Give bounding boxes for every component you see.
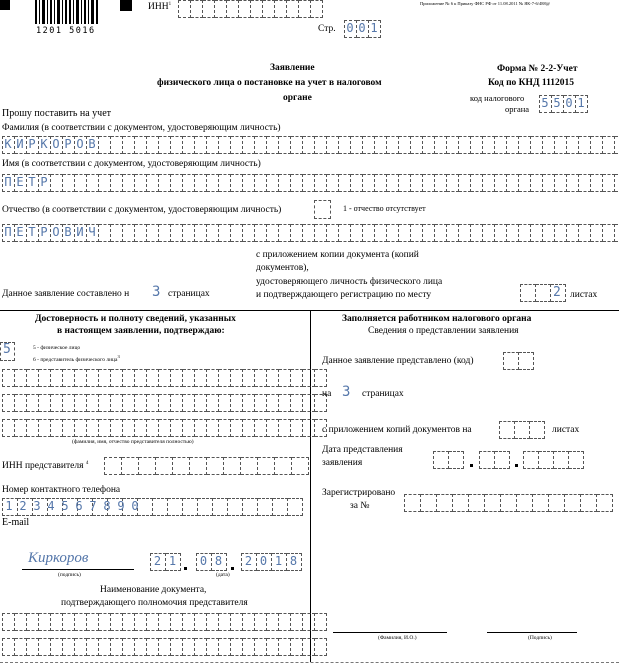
sheets-label: листах — [552, 425, 580, 435]
date-caption: (дата) — [216, 572, 230, 578]
option-6-text: 6 - представитель физического лица — [33, 356, 118, 363]
form-number: Форма № 2-2-Учет — [497, 64, 578, 74]
attach-line1: с приложением копии документа (копий — [256, 250, 419, 260]
option-6 — [33, 354, 120, 363]
barcode-bars — [35, 0, 101, 27]
registered-label2: за № — [350, 501, 370, 511]
inn-cells[interactable] — [178, 0, 323, 18]
date-dot2 — [231, 567, 234, 570]
inn-label — [148, 2, 171, 12]
inn-sup: 1 — [168, 2, 172, 7]
surname-label: Фамилия (в соответствии с документом, удостоверяющим личность) — [2, 123, 281, 133]
doc-name-row2[interactable] — [2, 638, 327, 656]
patronymic-absent-checkbox[interactable] — [314, 200, 331, 219]
barcode-number: 1201 5016 — [36, 26, 96, 36]
registered-cells[interactable] — [404, 494, 613, 512]
page-label: Стр. — [318, 24, 336, 34]
copies-label: с приложением копий документов на — [322, 425, 472, 435]
title-line3: органе — [283, 93, 312, 103]
inn-rep-label — [2, 461, 88, 471]
date-submitted-month[interactable] — [479, 451, 510, 469]
pages-suffix: страницах — [168, 289, 210, 299]
email-label: E-mail — [2, 517, 30, 528]
inn-rep-cells[interactable] — [104, 457, 309, 475]
inn-rep-sup: 4 — [85, 461, 89, 466]
attach-line2: документов), — [256, 263, 309, 273]
inn-rep-label-text: ИНН представителя — [2, 461, 84, 472]
rep-fio-caption: (фамилия, имя, отчество представителя полностью) — [72, 439, 194, 445]
title-line1: Заявление — [270, 63, 315, 73]
doc-name-line2: подтверждающего полномочия представителя — [61, 598, 248, 608]
on-pages-value: 3 — [342, 384, 351, 400]
signature-line — [22, 569, 134, 570]
title-line2: физического лица о постановке на учет в налоговом — [157, 78, 382, 88]
right-heading: Заполняется работником налогового органа — [342, 314, 532, 324]
date-dot1 — [184, 567, 187, 570]
date-submitted-dot1 — [470, 464, 473, 467]
tax-code-value: 5 5 0 1 — [541, 96, 585, 110]
attach-sheets-value: 2 — [553, 285, 561, 300]
rep-fio-row3[interactable] — [2, 419, 327, 437]
inn-label-text: ИНН — [148, 2, 169, 13]
corner-marker-right — [120, 0, 132, 11]
knd-code: Код по КНД 1112015 — [488, 78, 575, 88]
signer-type-value: 5 — [3, 342, 11, 357]
right-signature-caption: (Подпись) — [528, 635, 552, 641]
date-submitted-dot2 — [515, 464, 518, 467]
doc-name-row1[interactable] — [2, 613, 327, 631]
appendix-note: Приложение № 6 к Приказу ФНС РФ от 11.08.2011 № ЯК-7-6/488@ — [420, 1, 550, 6]
date-submitted-day[interactable] — [433, 451, 464, 469]
copies-cells[interactable] — [499, 421, 545, 439]
option-5: 5 - физическое лицо — [33, 345, 81, 351]
submitted-code-label: Данное заявление представлено (код) — [322, 356, 474, 366]
date-submitted-year[interactable] — [523, 451, 584, 469]
signature-value: Киркоров — [28, 550, 89, 566]
date-year-value: 2 0 1 8 — [244, 554, 298, 568]
left-heading1: Достоверность и полноту сведений, указанных — [35, 314, 236, 324]
submitted-code-cells[interactable] — [503, 352, 534, 370]
doc-name-line1: Наименование документа, — [100, 585, 207, 595]
right-fio-line — [333, 632, 447, 633]
request-text: Прошу поставить на учет — [2, 108, 112, 119]
pages-value: 3 — [152, 284, 161, 300]
right-fio-caption: (Фамилия, И.О.) — [378, 635, 417, 641]
left-heading2: в настоящем заявлении, подтверждаю: — [57, 326, 225, 336]
on-pages-label: страницах — [362, 389, 404, 399]
page-value: 0 0 1 — [346, 21, 378, 35]
rep-fio-row2[interactable] — [2, 394, 327, 412]
name-label: Имя (в соответствии с документом, удостоверяющим личность) — [2, 159, 261, 169]
attach-line4: и подтверждающего регистрацию по месту — [256, 290, 432, 300]
patronymic-label: Отчество (в соответствии с документом, удостоверяющим личность) — [2, 205, 282, 215]
on-label: на — [322, 389, 332, 399]
pages-prefix: Данное заявление составлено н — [2, 289, 130, 299]
right-subheading: Сведения о представлении заявления — [368, 326, 519, 336]
phone-label: Номер контактного телефона — [2, 485, 121, 495]
patronymic-absent-label: 1 - отчество отсутствует — [343, 204, 426, 213]
tax-code-label2: органа — [505, 104, 530, 114]
right-signature-line — [487, 632, 577, 633]
tax-code-label1: код налогового — [470, 93, 525, 103]
signature-caption: (подпись) — [58, 572, 81, 578]
bottom-dashed-line — [0, 662, 619, 663]
attach-sheets-suffix: листах — [570, 290, 598, 300]
date-submitted-label2: заявления — [322, 458, 363, 468]
name-value: П Е Т Р — [4, 175, 48, 189]
date-submitted-label1: Дата представления — [322, 445, 403, 455]
date-month-value: 0 8 — [199, 554, 223, 568]
option-6-sup: 3 — [117, 354, 120, 359]
corner-marker-left — [0, 0, 10, 10]
date-day-value: 2 1 — [153, 554, 177, 568]
attach-line3: удостоверяющего личность физического лица — [256, 277, 443, 287]
column-divider — [310, 310, 311, 662]
barcode — [35, 0, 101, 27]
patronymic-value: П Е Т Р О В И Ч — [4, 225, 96, 239]
registered-label1: Зарегистрировано — [322, 488, 396, 498]
name-cells[interactable] — [2, 174, 619, 192]
phone-value: 1 2 3 4 5 6 7 8 9 0 — [5, 499, 139, 513]
rep-fio-row1[interactable] — [2, 369, 327, 387]
surname-value: К И Р К О Р О В — [4, 137, 96, 151]
